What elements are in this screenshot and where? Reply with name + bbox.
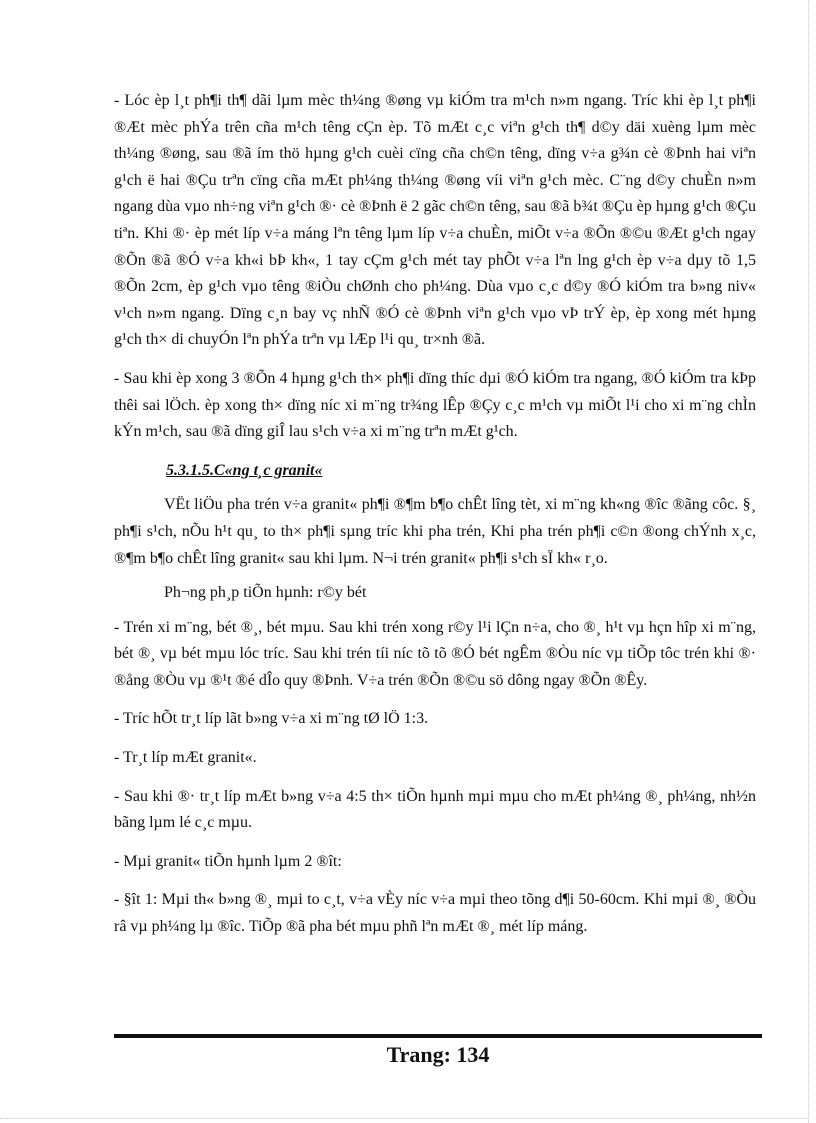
page-border-right xyxy=(808,0,809,1123)
body-paragraph: - Tríc hÕt tr¸t líp lãt b»ng v÷a xi m¨ng tØ lÖ 1:3. xyxy=(114,710,429,728)
footer-rule-thick xyxy=(114,1034,762,1038)
page-number: Trang: 134 xyxy=(386,1042,490,1067)
body-paragraph: - Lóc èp l¸t ph¶i th¶ dãi lµm mèc th¼ng ®øng vµ kiÓm tra m¹ch n»m ngang. Tríc khi èp l¸t ph¶i ®Æt mèc phÝa trên cña m¹ch têng cÇn èp. Tõ mÆt c¸c viªn g¹ch th¶ d©y däi xuèng lµm mèc th¼ng ®øng, sau ®ã ím thö hµng g¹ch cuèi cïng cña ch©n têng, dïng v÷a g¾n cè ®Þnh hai viªn g¹ch ë hai ®Çu trªn cïng cña mÆt ph¼ng th¼ng ®øng víi viªn g¹ch mèc. C¨ng d©y chuÈn n»m ngang dùa vµo nh÷ng viªn g¹ch ®· cè ®Þnh ë 2 gãc ch©n têng, sau ®ã b¾t ®Çu èp hµng g¹ch ®Çu tiªn. Khi ®· èp mét líp v÷a máng lªn têng lµm líp v÷a chuÈn, miÕt v÷a ®Õn ®©u ®Æt g¹ch ngay ®Õn ®ã ®Ó v÷a kh«i bÞ kh«, 1 tay cÇm g¹ch mét tay phÕt v÷a lªn lng g¹ch èp v÷a dµy tõ 1,5 ®Õn 2cm, èp g¹ch vµo têng ®iÒu chØnh cho ph¼ng. Dùa vµo c¸c d©y ®Ó kiÓm tra b»ng niv« v¹ch n»m ngang. Dïng c¸n bay vç nhÑ ®Ó cè ®Þnh viªn g¹ch vµo vÞ trÝ èp, èp xong mét hµng g¹ch th× di chuyÓn lªn phÝa trªn vµ lÆp l¹i qu¸ tr×nh ®ã. xyxy=(114,92,756,349)
section-heading: 5.3.1.5.C«ng t¸c granit« xyxy=(166,461,323,479)
body-paragraph: Ph¬ng ph¸p tiÕn hµnh: r©y bét xyxy=(164,584,367,602)
body-paragraph: - Trén xi m¨ng, bét ®¸, bét mµu. Sau khi trén xong r©y l¹i lÇn n÷a, cho ®¸ h¹t vµ hçn hîp xi m¨ng, bét ®¸ vµ bét mµu lóc tríc. Sau khi trén tíi níc tõ tõ ®Ó bét ngÊm ®Òu níc vµ tiÕp tôc trén khi ®· ®ång ®Òu vµ ®¹t ®é dÎo quy ®Þnh. V÷a trén ®Õn ®©u sö dông ngay ®Õn ®Êy. xyxy=(114,618,756,689)
body-paragraph: - §ît 1: Mµi th« b»ng ®¸ mµi to c¸t, v÷a vÈy níc v÷a mµi theo tõng d¶i 50-60cm. Khi mµi ®¸ ®Òu râ vµ ph¼ng lµ ®îc. TiÕp ®ã pha bét mµu phñ lªn mÆt ®¸ mét líp máng. xyxy=(114,891,756,936)
page-border-bottom xyxy=(0,1118,808,1119)
body-paragraph: - Mµi granit« tiÕn hµnh lµm 2 ®ît: xyxy=(114,852,342,870)
body-paragraph: - Tr¸t líp mÆt granit«. xyxy=(114,749,257,767)
body-paragraph: VËt liÖu pha trén v÷a granit« ph¶i ®¶m b¶o chÊt lîng tèt, xi m¨ng kh«ng ®îc ®ãng côc. §¸ ph¶i s¹ch, nÕu h¹t qu¸ to th× ph¶i sµng tríc khi pha trén, Khi pha trén ph¶i c©n ®ong chÝnh x¸c, ®¶m b¶o chÊt lîng granit« sau khi lµm. N¬i trén granit« ph¶i s¹ch sÏ kh« r¸o. xyxy=(114,496,756,567)
page-body xyxy=(114,88,756,953)
body-paragraph: - Sau khi èp xong 3 ®Õn 4 hµng g¹ch th× ph¶i dïng thíc dµi ®Ó kiÓm tra ngang, ®Ó kiÓm tra kÞp thêi sai lÖch. èp xong th× dïng níc xi m¨ng tr¾ng lÊp ®Çy c¸c m¹ch vµ miÕt l¹i cho xi m¨ng chÌn kÝn m¹ch, sau ®ã dïng giÎ lau s¹ch v÷a xi m¨ng trªn mÆt g¹ch. xyxy=(114,369,756,441)
body-paragraph: - Sau khi ®· tr¸t líp mÆt b»ng v÷a 4:5 th× tiÕn hµnh mµi mµu cho mÆt ph¼ng ®¸ ph¼ng, nh½n bãng lµm lé c¸c mµu. xyxy=(114,787,756,832)
